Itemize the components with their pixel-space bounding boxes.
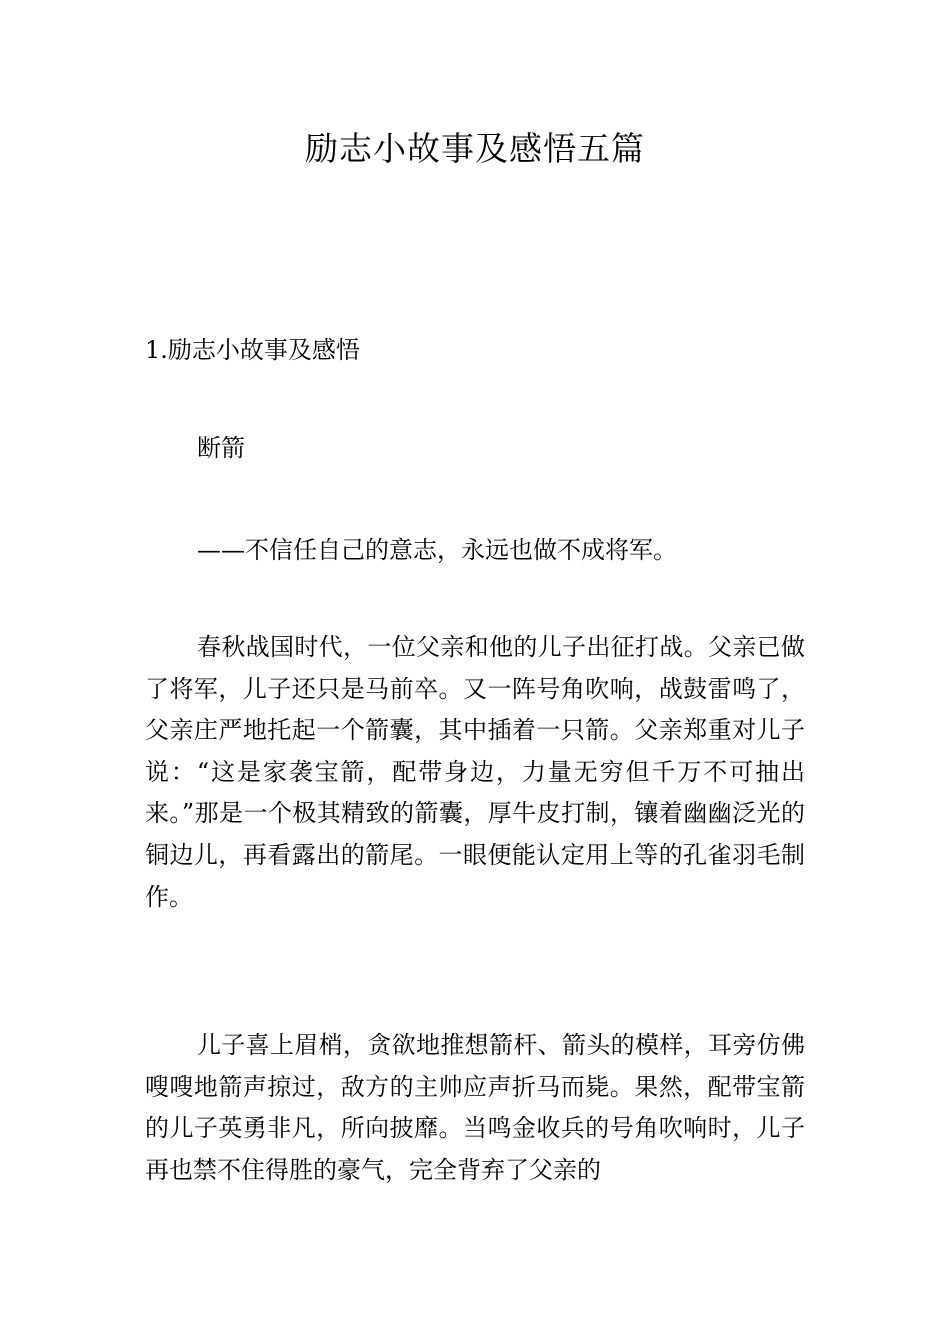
- story-subtitle: ——不信任自己的意志，永远也做不成将军。: [197, 536, 677, 564]
- story-title: 断箭: [197, 434, 245, 462]
- paragraph-1: 春秋战国时代，一位父亲和他的儿子出征打战。父亲已做了将军，儿子还只是马前卒。又一阵号角吹响，战鼓雷鸣了，父亲庄严地托起一个箭囊，其中插着一只箭。父亲郑重对儿子说：“这是家袭宝箭，配带身边，力量无穷但千万不可抽出来。”那是一个极其精致的箭囊，厚牛皮打制，镶着幽幽泛光的铜边儿，再看露出的箭尾。一眼便能认定用上等的孔雀羽毛制作。: [145, 633, 805, 911]
- section-heading: 1.励志小故事及感悟: [145, 336, 360, 364]
- paragraph-2: 儿子喜上眉梢，贪欲地推想箭杆、箭头的模样，耳旁仿佛嗖嗖地箭声掠过，敌方的主帅应声折马而毙。果然，配带宝箭的儿子英勇非凡，所向披靡。当鸣金收兵的号角吹响时，儿子再也禁不住得胜的豪气，完全背弃了父亲的: [145, 1031, 805, 1184]
- document-title: 励志小故事及感悟五篇: [305, 129, 645, 168]
